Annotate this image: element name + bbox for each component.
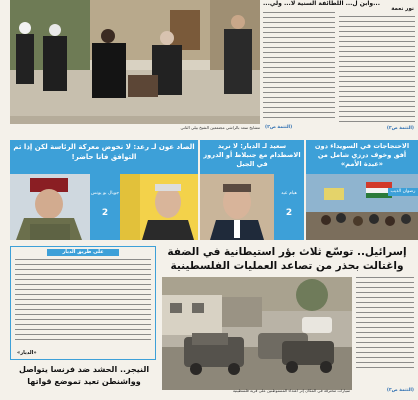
panel-suwayda-name: رضوان الذيب: [388, 188, 418, 196]
panel-said-page-badge: 2: [280, 206, 298, 220]
main-story-text: [356, 277, 414, 373]
main-story-ref: (التتمة ص٢): [386, 388, 414, 393]
commentary-header: على طريق الديار: [47, 249, 119, 256]
panel-aoun-photo-left: [10, 174, 90, 240]
top-photo-caption: مشايخ سعد بالراشي مجتمعين الشيخ بيلي الثاني: [180, 125, 260, 130]
panel-aoun-name: جوبال بو يونس: [90, 191, 119, 196]
panel-said: [200, 140, 304, 240]
commentary-box: [10, 246, 156, 360]
panel-said-headline: سعيد لـ الديار: لا نريد الاصطدام مع جنبلاط أو الدروز في الجبل: [203, 142, 301, 168]
top-story-body: [263, 12, 335, 122]
panel-suwayda-photo: [306, 174, 418, 240]
top-story-ref: (التتمة ص٢): [265, 125, 293, 130]
bottom-headline-line1: النيجر.. الحشد ضد فرنسا يتواصل: [18, 365, 150, 374]
panel-aoun-headline: الصاد عون لـ رعد: لا نخوض معركة الرئاسة لكن إذا تم التوافق فانا حاضر!: [13, 143, 195, 161]
panel-aoun-page-badge: 2: [96, 206, 114, 220]
panel-suwayda: [306, 140, 418, 240]
commentary-body: [15, 259, 151, 345]
panel-said-photo: [200, 174, 274, 240]
panel-suwayda-headline: الاحتجاجات في السويداء دون أفق وخوف درزي شامل من «عبدة الأمم»: [314, 142, 410, 168]
main-story-photo: [162, 277, 352, 390]
top-story-photo: [10, 0, 260, 124]
bottom-headline-line2: وواشنطن تعيد تموضع قواتها: [27, 377, 141, 386]
panel-said-name: هيام عيد: [274, 190, 304, 198]
section-label: نور نعمة: [391, 6, 414, 12]
main-headline-line2: واغتالت بحذر من تصاعد العمليات الفلسطينية: [170, 260, 404, 272]
panel-aoun: [10, 140, 198, 240]
panel-aoun-photo-right: [120, 174, 198, 240]
right-column-ref: (التتمة ص٢): [386, 126, 414, 131]
top-headline-fragment: ...وابن ل... اللطائفة السنية لا... ولي...: [263, 0, 380, 7]
commentary-signature: «الديار»: [17, 350, 37, 356]
main-photo-caption: سيارات محترقة في المكان إثر اعتداء المستوطنين على قرية فلسطينية: [232, 388, 350, 393]
right-column-body: [339, 16, 415, 124]
main-headline-line1: إسرائيل.. توسّع ثلاث بؤر استيطانية في الضفة: [167, 246, 407, 258]
